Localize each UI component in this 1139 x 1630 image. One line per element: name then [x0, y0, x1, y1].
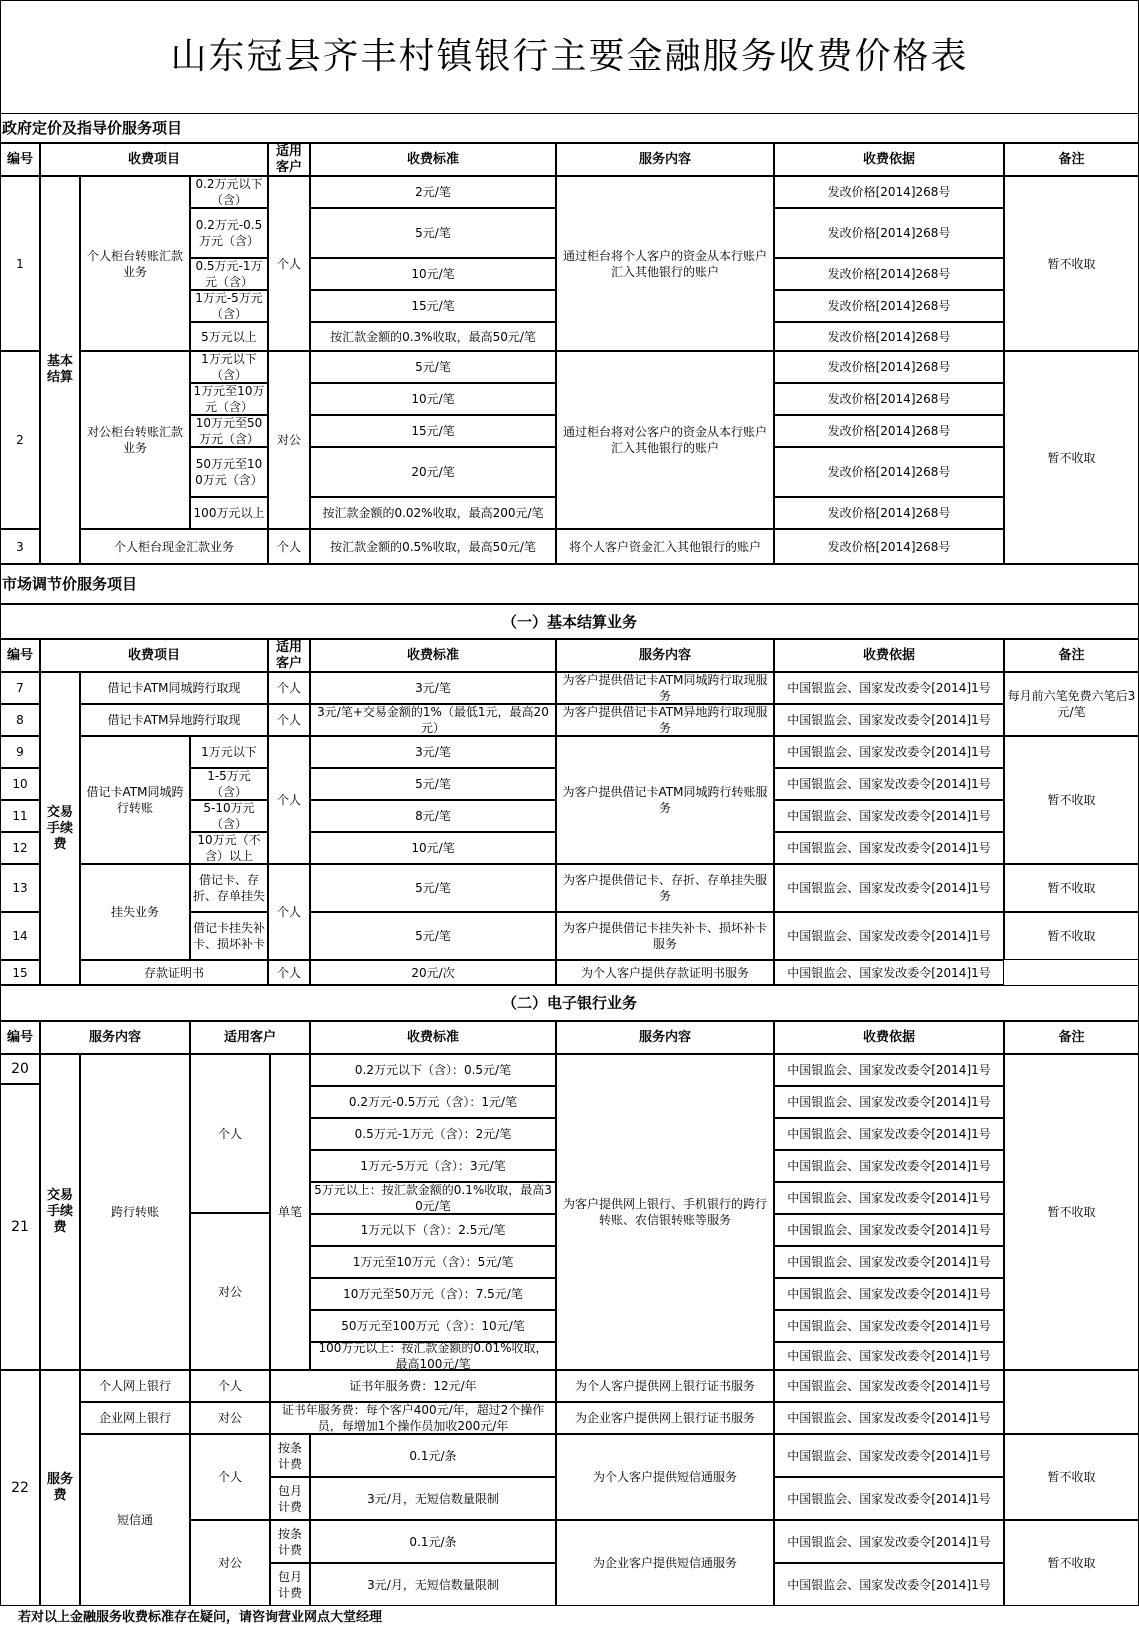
tier-cell: 借记卡、存折、存单挂失 — [193, 873, 266, 903]
header-basis: 收费依据 — [862, 647, 915, 663]
header-no: 编号 — [6, 151, 33, 167]
header-remark: 备注 — [1058, 151, 1085, 167]
row-no: 12 — [12, 841, 28, 855]
fee-cell: 8元/笔 — [415, 809, 451, 823]
header-content: 服务内容 — [638, 151, 691, 167]
tier-cell: 5万元以上 — [201, 329, 257, 344]
basis-cell: 中国银监会、国家发改委令[2014]1号 — [787, 1063, 991, 1077]
basis-cell: 发改价格[2014]268号 — [827, 424, 951, 438]
item-name: 存款证明书 — [143, 965, 204, 980]
subsection-basic-settlement-title: （一）基本结算业务 — [501, 612, 637, 631]
fee-cell: 按汇款金额的0.3%收取，最高50元/笔 — [330, 329, 536, 344]
header-client: 适用客户 — [223, 1029, 276, 1045]
fee-cell: 按汇款金额的0.02%收取，最高200元/笔 — [322, 506, 544, 520]
fee-cell: 15元/笔 — [411, 424, 455, 438]
tier-cell: 1万元至10万元（含） — [193, 384, 265, 414]
tier-cell: 10万元（不含）以上 — [197, 833, 261, 863]
item-name: 跨行转账 — [110, 1205, 159, 1219]
header-remark: 备注 — [1058, 647, 1085, 663]
remark-cell: 每月前六笔免费六笔后3元/笔 — [1007, 689, 1136, 719]
item-name: 短信通 — [116, 1513, 153, 1527]
category-service-fee: 服务费 — [46, 1472, 73, 1503]
client-cell: 个人 — [276, 681, 301, 695]
fee-cell: 证书年服务费：每个客户400元/年，超过2个操作员，每增加1个操作员加收200元/年 — [281, 1403, 545, 1433]
row-no: 1 — [16, 256, 24, 271]
tier-cell: 10万元至50万元（含） — [195, 416, 263, 446]
basis-cell: 发改价格[2014]268号 — [827, 299, 951, 313]
tier-cell: 1万元以下 — [201, 745, 257, 759]
row-no: 8 — [16, 713, 24, 727]
fee-cell: 按汇款金额的0.5%收取，最高50元/笔 — [330, 539, 536, 554]
header-content: 服务内容 — [638, 647, 691, 663]
basis-cell: 中国银监会、国家发改委令[2014]1号 — [787, 1287, 991, 1301]
client-cell: 对公 — [217, 1284, 242, 1299]
fee-cell: 3元/笔 — [415, 681, 451, 695]
fee-cell: 5元/笔 — [415, 360, 451, 374]
basis-cell: 中国银监会、国家发改委令[2014]1号 — [787, 1095, 991, 1109]
basis-cell: 中国银监会、国家发改委令[2014]1号 — [787, 1379, 991, 1393]
header-no: 编号 — [6, 1029, 33, 1045]
fee-cell: 10万元至50万元（含）：7.5元/笔 — [343, 1287, 523, 1301]
content-cell: 为个人客户提供短信通服务 — [592, 1470, 737, 1484]
item-name: 个人网上银行 — [98, 1379, 171, 1393]
header-standard: 收费标准 — [406, 647, 459, 663]
basis-cell: 中国银监会、国家发改委令[2014]1号 — [787, 745, 991, 759]
content-cell: 通过柜台将个人客户的资金从本行账户汇入其他银行的账户 — [562, 248, 767, 279]
client-cell: 对公 — [217, 1411, 242, 1425]
page-title: 山东冠县齐丰村镇银行主要金融服务收费价格表 — [170, 35, 969, 77]
fee-cell: 15元/笔 — [411, 299, 455, 313]
content-cell: 为个人客户提供存款证明书服务 — [580, 965, 749, 980]
header-item: 收费项目 — [127, 647, 180, 663]
basis-cell: 中国银监会、国家发改委令[2014]1号 — [787, 965, 991, 980]
remark-cell-empty — [1004, 1370, 1139, 1434]
basis-cell: 发改价格[2014]268号 — [827, 539, 951, 554]
fee-cell: 0.5万元-1万元（含）：2元/笔 — [354, 1127, 512, 1141]
basis-cell: 中国银监会、国家发改委令[2014]1号 — [787, 713, 991, 727]
content-cell: 为客户提供借记卡挂失补卡、损坏补卡服务 — [562, 921, 767, 951]
header-no: 编号 — [6, 647, 33, 663]
basis-cell: 中国银监会、国家发改委令[2014]1号 — [787, 1448, 991, 1463]
row-no: 11 — [12, 809, 28, 823]
fee-cell: 5万元以上：按汇款金额的0.1%收取，最高30元/笔 — [314, 1183, 552, 1213]
billing-mode-cell: 包月计费 — [277, 1569, 302, 1600]
basis-cell: 中国银监会、国家发改委令[2014]1号 — [787, 881, 991, 895]
fee-cell: 3元/笔+交易金额的1%（最低1元，最高20元） — [317, 705, 549, 735]
basis-cell: 中国银监会、国家发改委令[2014]1号 — [787, 1319, 991, 1333]
tier-cell: 100万元以上 — [193, 506, 265, 520]
client-cell: 个人 — [276, 713, 301, 727]
content-cell: 为企业客户提供网上银行证书服务 — [574, 1411, 755, 1425]
fee-cell: 10元/笔 — [411, 267, 455, 281]
basis-cell: 发改价格[2014]268号 — [827, 267, 951, 281]
header-basis: 收费依据 — [862, 151, 915, 167]
fee-cell: 0.1元/条 — [409, 1534, 457, 1549]
client-cell: 个人 — [276, 793, 301, 807]
basis-cell: 发改价格[2014]268号 — [827, 226, 951, 240]
header-basis: 收费依据 — [862, 1029, 915, 1045]
basis-cell: 中国银监会、国家发改委令[2014]1号 — [787, 1127, 991, 1141]
basis-cell: 发改价格[2014]268号 — [827, 329, 951, 344]
row-no: 10 — [12, 777, 28, 791]
billing-mode-cell: 按条计费 — [277, 1526, 302, 1557]
fee-cell: 5元/笔 — [415, 881, 451, 895]
client-cell: 个人 — [276, 965, 301, 980]
tier-cell: 1-5万元（含） — [207, 769, 251, 799]
billing-mode-cell: 包月计费 — [277, 1483, 302, 1514]
tier-cell: 1万元以下（含） — [201, 352, 257, 382]
subsection-ebank-title: （二）电子银行业务 — [501, 994, 637, 1012]
basis-cell: 发改价格[2014]268号 — [827, 185, 951, 199]
content-cell: 为客户提供借记卡ATM同城跨行转账服务 — [562, 785, 768, 815]
content-cell: 为个人客户提供网上银行证书服务 — [574, 1379, 755, 1393]
client-cell: 个人 — [217, 1379, 242, 1393]
client-cell: 个人 — [217, 1470, 242, 1484]
fee-cell: 1万元-5万元（含）：3元/笔 — [360, 1159, 506, 1173]
row-no: 20 — [11, 1061, 29, 1077]
basis-cell: 中国银监会、国家发改委令[2014]1号 — [787, 681, 991, 695]
fee-cell: 10元/笔 — [411, 841, 455, 855]
client-cell: 个人 — [217, 1126, 242, 1141]
basis-cell: 中国银监会、国家发改委令[2014]1号 — [787, 1223, 991, 1237]
content-cell: 为客户提供借记卡ATM异地跨行取现服务 — [562, 705, 768, 735]
fee-cell: 5元/笔 — [415, 777, 451, 791]
header-content: 服务内容 — [638, 1029, 691, 1045]
header-service-content: 服务内容 — [88, 1029, 141, 1045]
content-cell: 通过柜台将对公客户的资金从本行账户汇入其他银行的账户 — [562, 425, 767, 455]
header-remark: 备注 — [1058, 1029, 1085, 1045]
content-cell: 为客户提供借记卡ATM同城跨行取现服务 — [562, 673, 768, 703]
item-name: 个人柜台现金汇款业务 — [113, 539, 234, 554]
row-no: 9 — [16, 745, 24, 759]
row-no: 22 — [11, 1480, 29, 1496]
client-cell: 个人 — [276, 256, 301, 271]
row-no: 13 — [12, 881, 28, 895]
fee-cell: 1万元至10万元（含）：5元/笔 — [352, 1255, 514, 1269]
content-cell: 为客户提供网上银行、手机银行的跨行转账、农信银转账等服务 — [562, 1197, 767, 1227]
fee-cell: 0.2万元-0.5万元（含）：1元/笔 — [348, 1095, 518, 1109]
content-cell: 将个人客户资金汇入其他银行的账户 — [568, 539, 761, 554]
per-transaction-cell: 单笔 — [277, 1205, 302, 1219]
section-market-pricing-title: 市场调节价服务项目 — [2, 575, 138, 593]
remark-cell: 暂不收取 — [1047, 881, 1096, 895]
row-no: 3 — [16, 539, 24, 554]
category-basic-settlement: 基本结算 — [46, 354, 73, 385]
fee-cell: 3元/笔 — [415, 745, 451, 759]
content-cell: 为客户提供借记卡、存折、存单挂失服务 — [562, 873, 767, 903]
item-name: 挂失业务 — [110, 905, 159, 919]
basis-cell: 中国银监会、国家发改委令[2014]1号 — [787, 1411, 991, 1425]
fee-cell: 3元/月，无短信数量限制 — [367, 1577, 499, 1592]
content-cell: 为企业客户提供短信通服务 — [592, 1556, 737, 1570]
header-standard: 收费标准 — [406, 1029, 459, 1045]
basis-cell: 发改价格[2014]268号 — [827, 392, 951, 406]
basis-cell: 中国银监会、国家发改委令[2014]1号 — [787, 1349, 991, 1363]
fee-cell: 0.1元/条 — [409, 1448, 457, 1463]
billing-mode-cell: 按条计费 — [277, 1440, 302, 1471]
fee-cell: 20元/笔 — [411, 465, 455, 479]
client-cell: 个人 — [276, 539, 301, 554]
category-transaction-fee: 交易手续费 — [46, 1188, 73, 1235]
client-cell: 个人 — [276, 905, 301, 919]
tier-cell: 1万元-5万元（含） — [195, 291, 263, 321]
remark-cell: 暂不收取 — [1047, 1205, 1096, 1219]
section-government-pricing-title: 政府定价及指导价服务项目 — [2, 119, 183, 137]
basis-cell: 中国银监会、国家发改委令[2014]1号 — [787, 1577, 991, 1592]
basis-cell: 中国银监会、国家发改委令[2014]1号 — [787, 809, 991, 823]
fee-cell: 3元/月，无短信数量限制 — [367, 1491, 499, 1506]
remark-cell: 暂不收取 — [1047, 450, 1096, 465]
basis-cell: 中国银监会、国家发改委令[2014]1号 — [787, 1491, 991, 1506]
basis-cell: 中国银监会、国家发改委令[2014]1号 — [787, 1255, 991, 1269]
tier-cell: 5-10万元（含） — [203, 801, 255, 831]
header-client: 适用客户 — [275, 639, 302, 671]
fee-cell: 1万元以下（含）：2.5元/笔 — [360, 1223, 506, 1237]
tier-cell: 0.2万元以下（含） — [195, 177, 263, 207]
remark-cell: 暂不收取 — [1047, 1470, 1096, 1484]
row-no: 14 — [12, 929, 28, 943]
row-no: 21 — [11, 1219, 29, 1235]
fee-cell: 2元/笔 — [415, 185, 451, 199]
remark-cell: 暂不收取 — [1047, 256, 1096, 271]
header-standard: 收费标准 — [406, 151, 459, 167]
tier-cell: 0.5万元-1万元（含） — [195, 259, 263, 289]
row-no: 15 — [12, 965, 28, 980]
fee-cell: 证书年服务费：12元/年 — [349, 1379, 477, 1393]
remark-cell: 暂不收取 — [1047, 929, 1096, 943]
basis-cell: 发改价格[2014]268号 — [827, 465, 951, 479]
fee-cell: 100万元以上：按汇款金额的0.01%收取，最高100元/笔 — [318, 1342, 548, 1370]
basis-cell: 发改价格[2014]268号 — [827, 360, 951, 374]
row-no: 7 — [16, 681, 24, 695]
tier-cell: 0.2万元-0.5万元（含） — [195, 218, 263, 248]
item-name: 个人柜台转账汇款业务 — [86, 248, 183, 279]
basis-cell: 中国银监会、国家发改委令[2014]1号 — [787, 1159, 991, 1173]
header-client: 适用客户 — [275, 143, 302, 175]
basis-cell: 发改价格[2014]268号 — [827, 506, 951, 520]
basis-cell: 中国银监会、国家发改委令[2014]1号 — [787, 841, 991, 855]
tier-cell: 借记卡挂失补卡、损坏补卡 — [193, 921, 266, 951]
client-cell: 对公 — [217, 1556, 242, 1570]
fee-cell: 0.2万元以下（含）：0.5元/笔 — [354, 1063, 512, 1077]
basis-cell: 中国银监会、国家发改委令[2014]1号 — [787, 777, 991, 791]
item-name: 对公柜台转账汇款业务 — [86, 425, 183, 455]
fee-cell: 10元/笔 — [411, 392, 455, 406]
item-name: 借记卡ATM同城跨行取现 — [107, 681, 241, 695]
fee-cell: 50万元至100万元（含）：10元/笔 — [341, 1319, 525, 1333]
basis-cell: 中国银监会、国家发改委令[2014]1号 — [787, 1534, 991, 1549]
category-transaction-fee: 交易手续费 — [46, 804, 73, 852]
remark-cell: 暂不收取 — [1047, 793, 1096, 807]
basis-cell: 中国银监会、国家发改委令[2014]1号 — [787, 929, 991, 943]
item-name: 借记卡ATM异地跨行取现 — [107, 713, 241, 727]
fee-cell: 20元/次 — [411, 965, 455, 980]
fee-cell: 5元/笔 — [415, 226, 451, 240]
basis-cell: 中国银监会、国家发改委令[2014]1号 — [787, 1191, 991, 1205]
row-no: 2 — [16, 433, 24, 447]
client-cell: 对公 — [276, 433, 301, 447]
footer-note: 若对以上金融服务收费标准存在疑问，请咨询营业网点大堂经理 — [18, 1610, 383, 1625]
remark-cell: 暂不收取 — [1047, 1556, 1096, 1570]
tier-cell: 50万元至100万元（含） — [195, 457, 263, 487]
header-item: 收费项目 — [127, 151, 180, 167]
item-name: 借记卡ATM同城跨行转账 — [86, 785, 184, 815]
item-name: 企业网上银行 — [98, 1411, 171, 1425]
fee-cell: 5元/笔 — [415, 929, 451, 943]
